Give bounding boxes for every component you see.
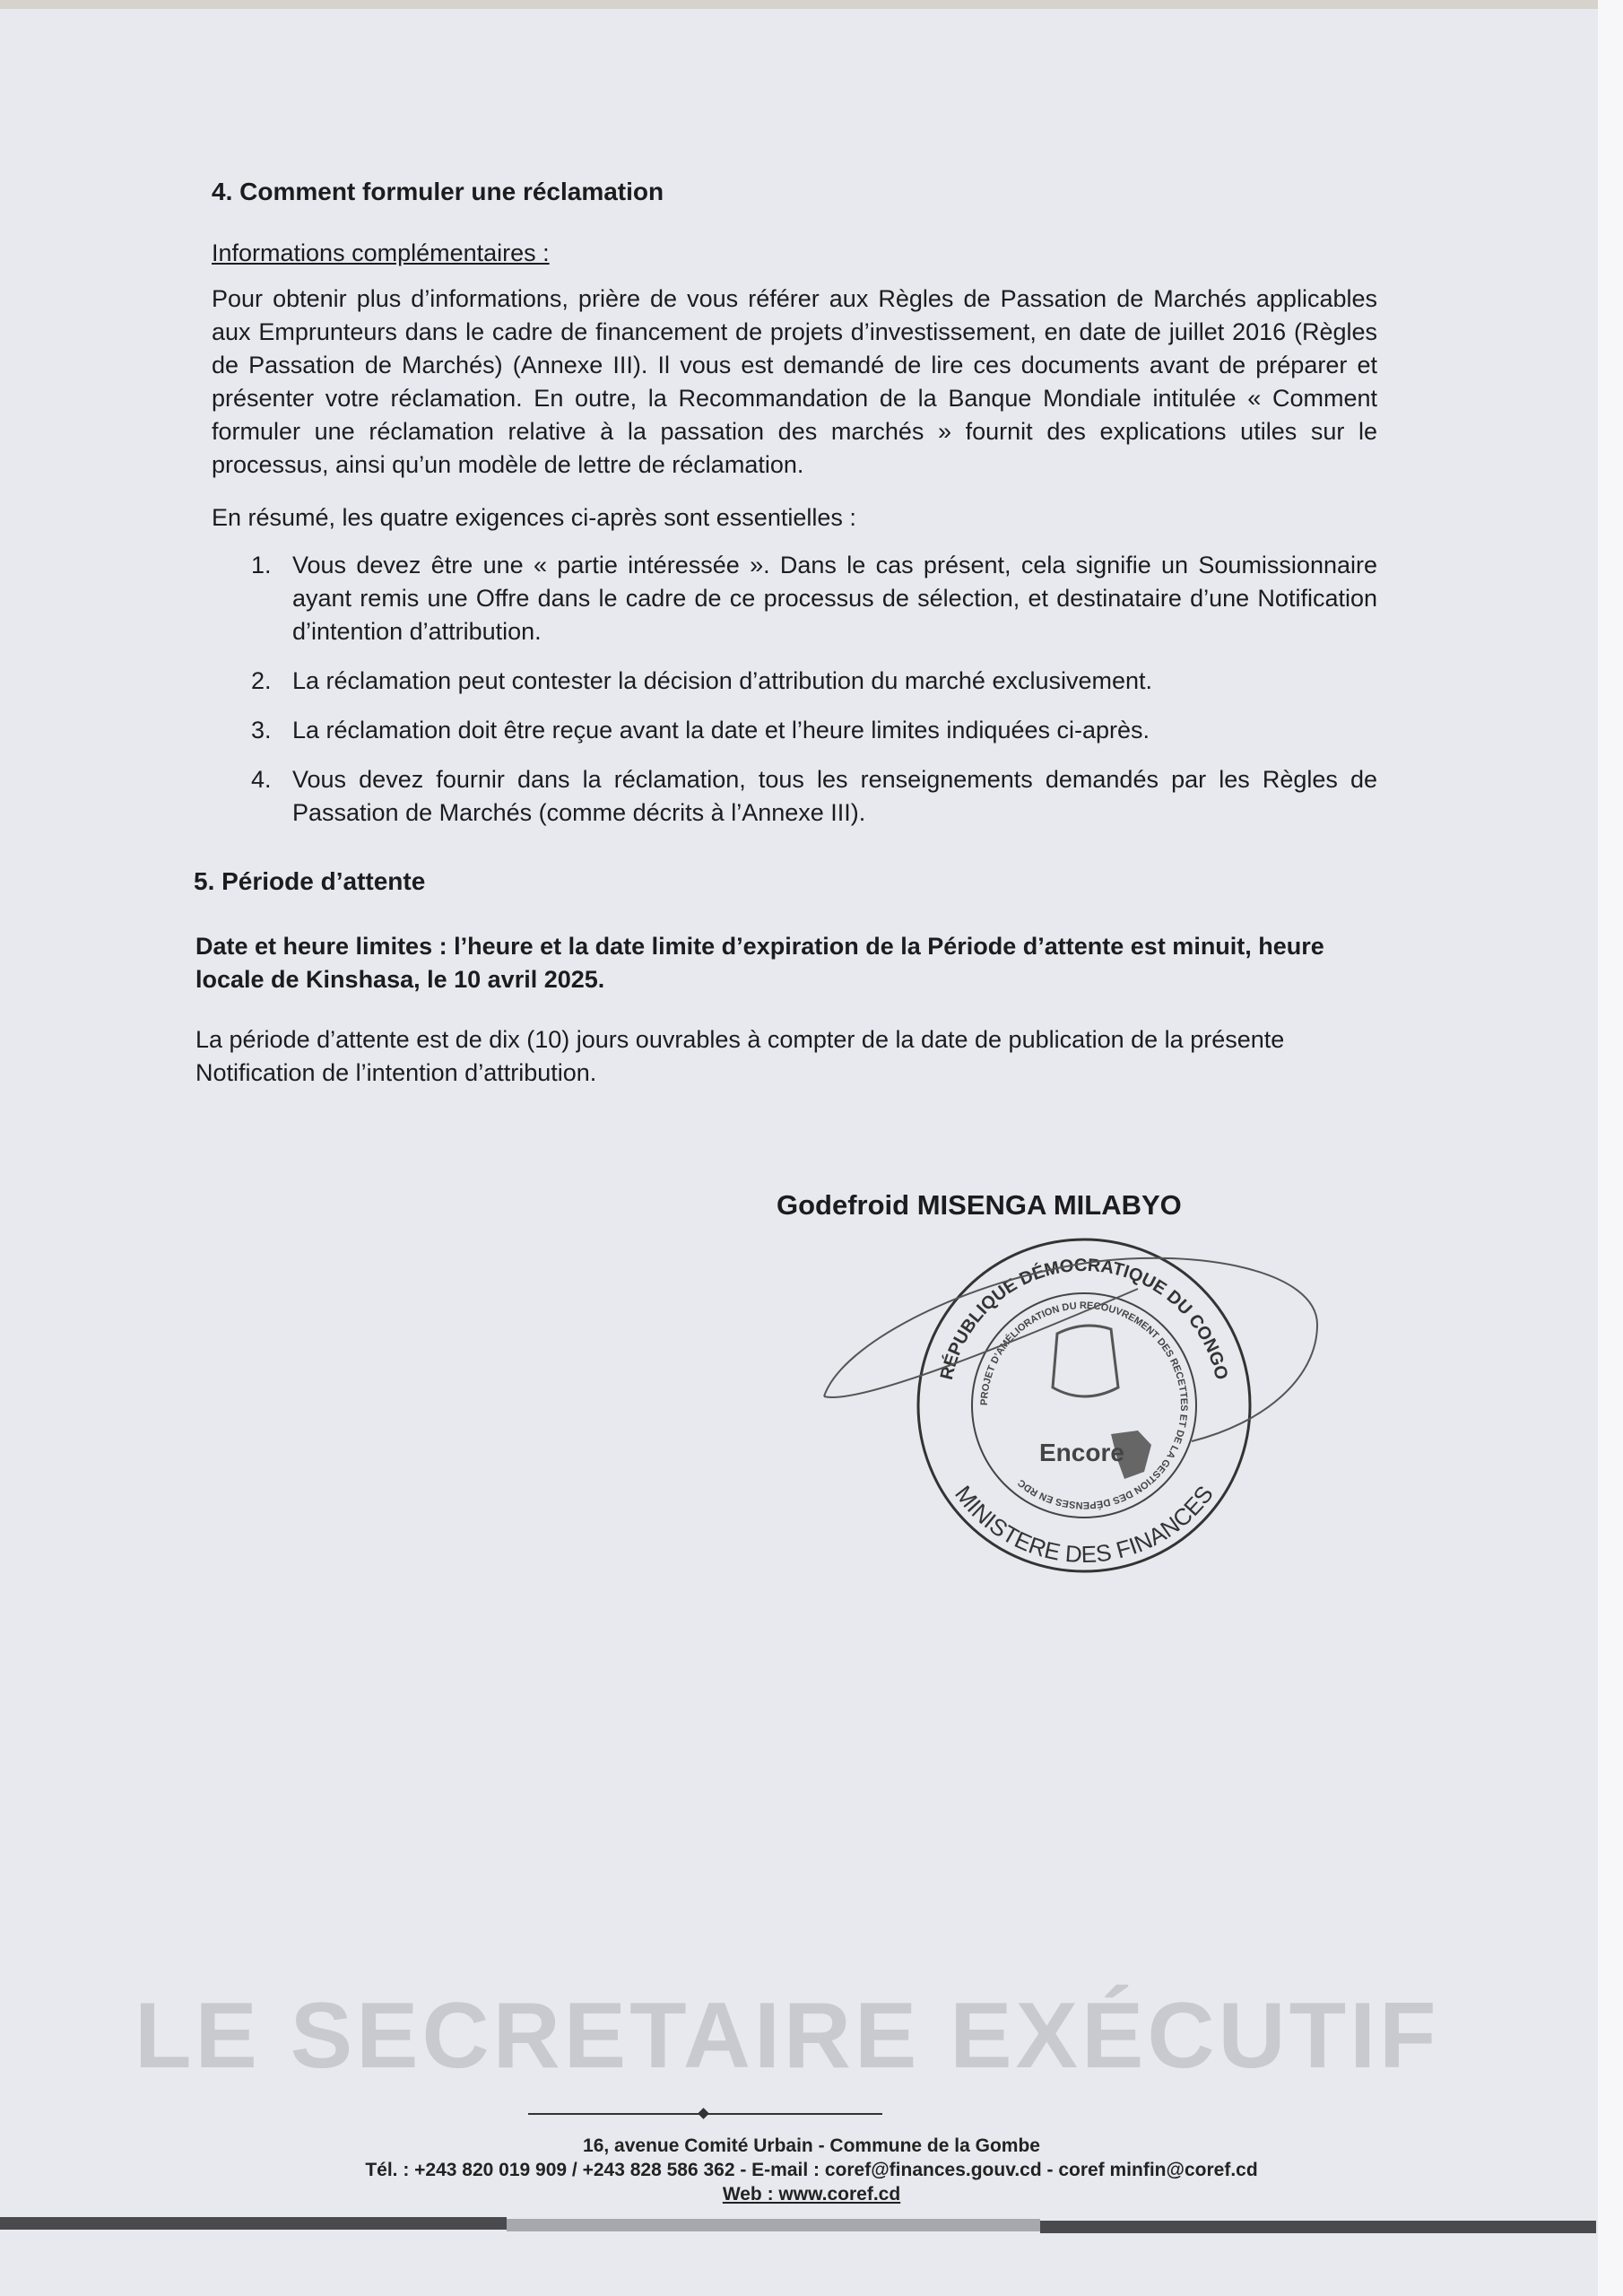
svg-text:PROJET D’AMÉLIORATION DU RECOU: PROJET D’AMÉLIORATION DU RECOUVREMENT DES RECETTES ET DE LA GESTION DES DÉPENSES EN RDC: [978, 1300, 1190, 1511]
item-number: 1.: [251, 552, 272, 578]
handwritten-signature: [824, 1255, 1317, 1441]
item-number: 2.: [251, 667, 272, 694]
svg-text:RÉPUBLIQUE DÉMOCRATIQUE DU CON: RÉPUBLIQUE DÉMOCRATIQUE DU CONGO: [936, 1255, 1232, 1382]
item-text: La réclamation doit être reçue avant la date et l’heure limites indiquées ci-après.: [292, 717, 1150, 744]
scan-edge: [0, 0, 1623, 9]
svg-text:MINISTERE DES FINANCES: MINISTERE DES FINANCES: [950, 1480, 1219, 1569]
section-4-heading: 4. Comment formuler une réclamation: [212, 178, 664, 205]
deadline-statement: Date et heure limites : l’heure et la date limite d’expiration de la Période d’attente est minuit, heure locale de Kinshasa, le 10 avril 2025.: [195, 933, 1324, 993]
coat-of-arms-icon: [1053, 1326, 1118, 1396]
item-number: 3.: [251, 717, 272, 744]
footer-web: Web : www.coref.cd: [722, 2184, 901, 2205]
requirement-item: [251, 763, 1377, 830]
item-text: La réclamation peut contester la décision d’attribution du marché exclusivement.: [292, 667, 1153, 694]
footer-bar: [0, 2217, 507, 2230]
requirement-item: [251, 714, 1377, 747]
item-text: Vous devez fournir dans la réclamation, tous les renseignements demandés par les Règles de Passation de Marchés (comme décrits à l’Annexe III).: [292, 766, 1377, 826]
section-4-subheading: Informations complémentaires :: [212, 239, 550, 266]
section-4-paragraph: Pour obtenir plus d’informations, prière de vous référer aux Règles de Passation de Marchés applicables aux Emprunteurs dans le cadre de financement de projets d’investissement, en date de juillet 2016 (Règles de Passation de Marchés) (Annexe III). Il vous est demandé de lire ces documents avant de préparer et présenter votre réclamation. En outre, la Recommandation de la Banque Mondiale intitulée « Comment formuler une réclamation relative à la passation des marchés » fournit des explications utiles sur le processus, ainsi qu’un modèle de lettre de réclamation.: [212, 285, 1377, 478]
section-5-heading: 5. Période d’attente: [194, 867, 426, 895]
svg-text:Encore: Encore: [1039, 1439, 1124, 1466]
scan-edge: [1598, 0, 1623, 2296]
footer-bar: [507, 2219, 1040, 2231]
summary-intro: En résumé, les quatre exigences ci-après sont essentielles :: [212, 504, 856, 531]
document-body: [194, 176, 1377, 1585]
footer-bar: [1040, 2221, 1596, 2233]
waiting-period-paragraph: La période d’attente est de dix (10) jours ouvrables à compter de la date de publication de la présente Notification de l’intention d’attribution.: [195, 1026, 1285, 1086]
stamp-outer-ring: [918, 1239, 1250, 1571]
item-number: 4.: [251, 766, 272, 793]
requirement-item: [251, 665, 1377, 698]
footer-contact: Tél. : +243 820 019 909 / +243 828 586 362 - E-mail : coref@finances.gouv.cd - coref minfin@coref.cd: [365, 2160, 1258, 2180]
divider-diamond-icon: [698, 2108, 709, 2119]
official-stamp-and-signature: [815, 1226, 1353, 1585]
signatory-name: Godefroid MISENGA MILABYO: [777, 1189, 1182, 1221]
signatory-title: LE SECRETAIRE EXÉCUTIF: [135, 1984, 1440, 2088]
footer-address: 16, avenue Comité Urbain - Commune de la Gombe: [583, 2135, 1040, 2156]
item-text: Vous devez être une « partie intéressée ». Dans le cas présent, cela signifie un Soumissionnaire ayant remis une Offre dans le cadre de ce processus de sélection, et destinataire d’une Notification d’intention d’attribution.: [292, 552, 1377, 645]
requirement-item: [251, 549, 1377, 648]
